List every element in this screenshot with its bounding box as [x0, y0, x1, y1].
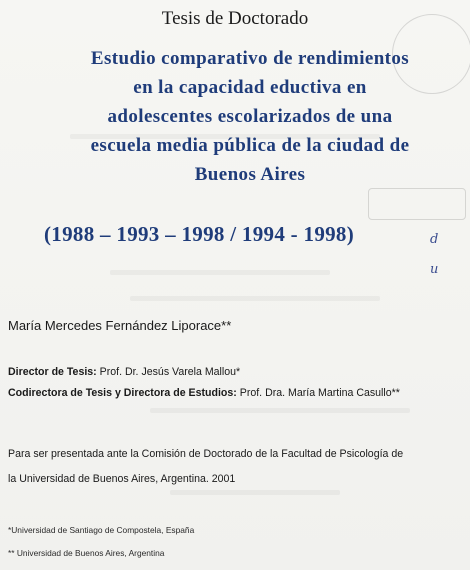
submission-line: la Universidad de Buenos Aires, Argentina. 2001: [8, 473, 236, 485]
director-label: Director de Tesis:: [8, 366, 97, 378]
codirector-value: Prof. Dra. María Martina Casullo**: [236, 387, 400, 399]
title-line: en la capacidad eductiva en: [133, 77, 367, 98]
title-line: adolescentes escolarizados de una: [107, 106, 393, 127]
author-name: María Mercedes Fernández Liporace**: [8, 318, 232, 333]
handwritten-note: u: [430, 262, 439, 277]
study-years: (1988 – 1993 – 1998 / 1994 - 1998): [44, 222, 355, 246]
footnote: *Universidad de Santiago de Compostela, España: [8, 525, 195, 535]
faint-stamp-mark: [368, 188, 466, 220]
codirector-label: Codirectora de Tesis y Directora de Estudios:: [8, 387, 237, 399]
thesis-title: [40, 44, 460, 189]
title-line: escuela media pública de la ciudad de: [90, 135, 410, 156]
submission-line: Para ser presentada ante la Comisión de Doctorado de la Facultad de Psicología de: [8, 448, 404, 460]
codirector-line: [8, 387, 400, 399]
director-line: [8, 366, 240, 378]
director-value: Prof. Dr. Jesús Varela Mallou*: [96, 366, 241, 378]
footnote: ** Universidad de Buenos Aires, Argentina: [8, 548, 165, 558]
handwritten-note: d: [430, 232, 439, 247]
title-line: Buenos Aires: [194, 164, 306, 185]
document-kicker: Tesis de Doctorado: [161, 8, 309, 29]
title-line: Estudio comparativo de rendimientos: [90, 48, 410, 69]
